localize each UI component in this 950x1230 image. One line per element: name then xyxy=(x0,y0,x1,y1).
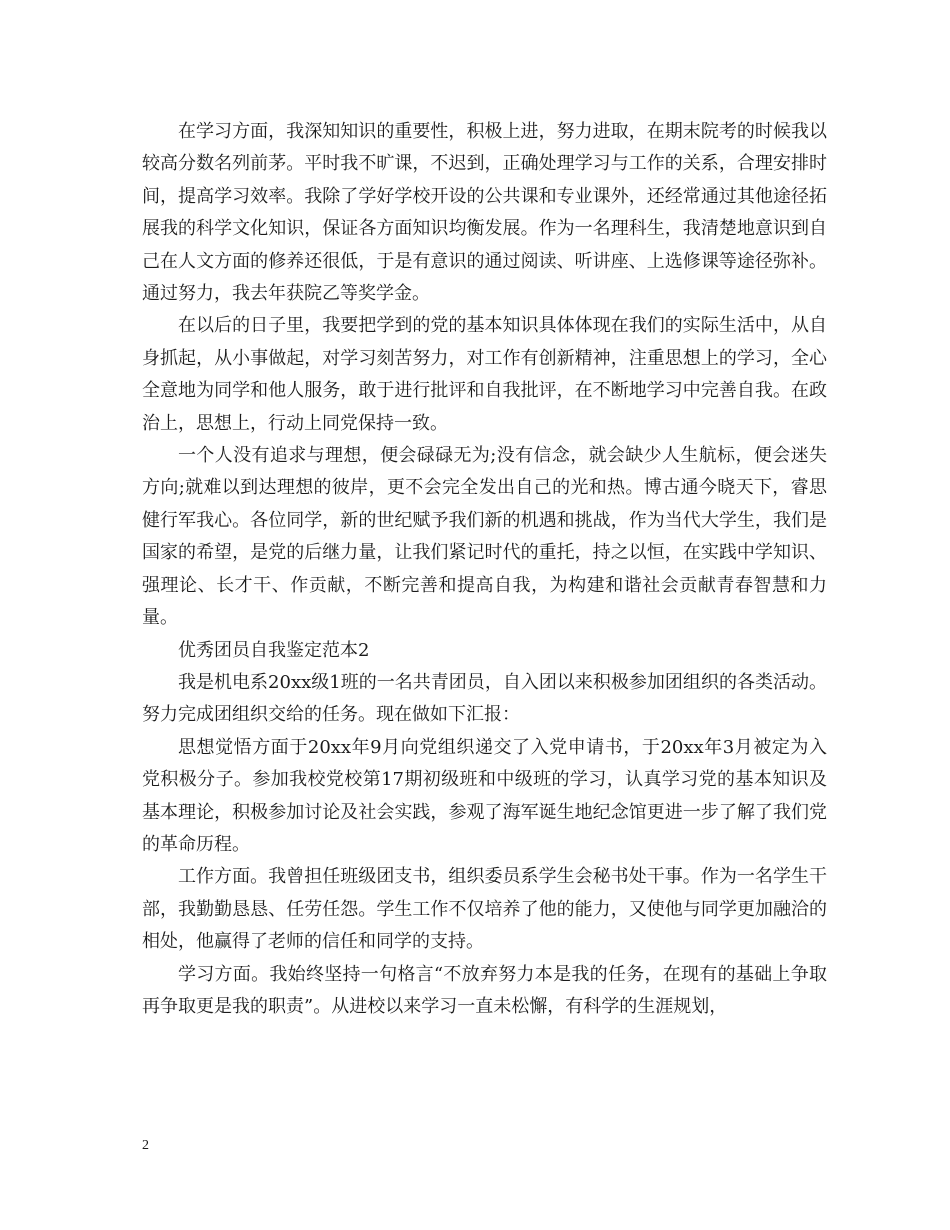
paragraph-learning: 学习方面。我始终坚持一句格言“不放弃努力本是我的任务，在现有的基础上争取再争取更是我的职责”。从进校以来学习一直未松懈，有科学的生涯规划， xyxy=(142,963,827,1017)
paragraph-ideology: 思想觉悟方面于20xx年9月向党组织递交了入党申请书，于20xx年3月被定为入党积极分子。参加我校党校第17期初级班和中级班的学习，认真学习党的基本知识及基本理论，积极参加讨论及社会实践，参观了海军诞生地纪念馆更进一步了解了我们党的革命历程。 xyxy=(142,736,827,855)
paragraph-future: 在以后的日子里，我要把学到的党的基本知识具体体现在我们的实际生活中，从自身抓起，从小事做起，对学习刻苦努力，对工作有创新精神，注重思想上的学习，全心全意地为同学和他人服务，敢于进行批评和自我批评，在不断地学习中完善自我。在政治上，思想上，行动上同党保持一致。 xyxy=(142,315,827,434)
page-number: 2 xyxy=(142,1138,149,1153)
section-heading: 优秀团员自我鉴定范本2 xyxy=(178,639,370,661)
paragraph-study: 在学习方面，我深知知识的重要性，积极上进，努力进取，在期末院考的时候我以较高分数名列前茅。平时我不旷课，不迟到，正确处理学习与工作的关系，合理安排时间，提高学习效率。我除了学好学校开设的公共课和专业课外，还经常通过其他途径拓展我的科学文化知识，保证各方面知识均衡发展。作为一名理科生，我清楚地意识到自己在人文方面的修养还很低，于是有意识的通过阅读、听讲座、上选修课等途径弥补。通过努力，我去年获院乙等奖学金。 xyxy=(142,121,827,305)
document-body xyxy=(142,116,827,1023)
paragraph-work: 工作方面。我曾担任班级团支书，组织委员系学生会秘书处干事。作为一名学生干部，我勤勤恳恳、任劳任怨。学生工作不仅培养了他的能力，又使他与同学更加融洽的相处，他赢得了老师的信任和同学的支持。 xyxy=(142,866,827,953)
paragraph-intro: 我是机电系20xx级1班的一名共青团员，自入团以来积极参加团组织的各类活动。努力完成团组织交给的任务。现在做如下汇报： xyxy=(142,671,827,726)
paragraph-ideals: 一个人没有追求与理想，便会碌碌无为;没有信念，就会缺少人生航标，便会迷失方向;就难以到达理想的彼岸，更不会完全发出自己的光和热。博古通今晓天下，睿思健行军我心。各位同学，新的世纪赋予我们新的机遇和挑战，作为当代大学生，我们是国家的希望，是党的后继力量，让我们紧记时代的重托，持之以恒，在实践中学知识、强理论、长才干、作贡献，不断完善和提高自我，为构建和谐社会贡献青春智慧和力量。 xyxy=(142,445,827,629)
